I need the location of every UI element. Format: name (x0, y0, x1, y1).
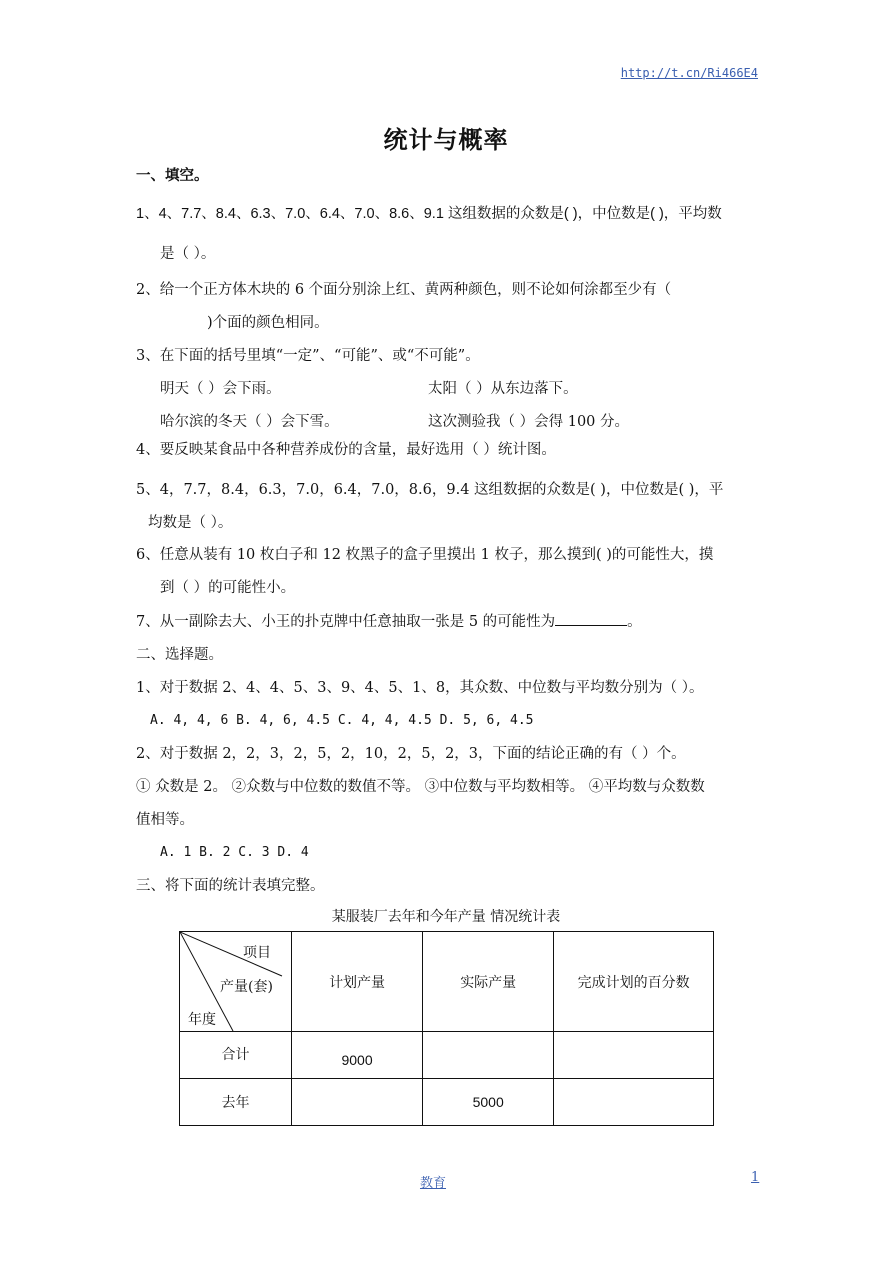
corner-diagonal (180, 932, 291, 1031)
s2-q1-options: A. 4, 4, 6 B. 4, 6, 4.5 C. 4, 4, 4.5 D. 5, 6, 4.5 (150, 713, 534, 728)
header-url-link[interactable]: http://t.cn/Ri466E4 (620, 66, 758, 80)
q5-line1: 5、4，7.7，8.4，6.3，7.0，6.4，7.0，8.6，9.4 这组数据的众数是( )，中位数是( )，平 (136, 482, 724, 498)
q2-line1: 2、给一个正方体木块的 6 个面分别涂上红、黄两种颜色，则不论如何涂都至少有（ (136, 282, 672, 298)
stats-table (179, 931, 714, 1126)
section3-heading: 三、将下面的统计表填完整。 (136, 878, 325, 894)
table-header-row (180, 932, 714, 1032)
corner-cell (180, 932, 292, 1032)
s2-q2-line2: ① 众数是 2。 ②众数与中位数的数值不等。 ③中位数与平均数相等。 ④平均数与众数数 (136, 779, 705, 795)
table-row (180, 1032, 714, 1079)
cell-total-actual (423, 1032, 554, 1079)
cell-lastyear-planned (292, 1079, 423, 1126)
corner-label-output: 产量(套) (220, 979, 273, 995)
table-row (180, 1079, 714, 1126)
q6-line1: 6、任意从装有 10 枚白子和 12 枚黑子的盒子里摸出 1 枚子，那么摸到( )的可能性大，摸 (136, 547, 714, 563)
page-title: 统计与概率 (383, 126, 509, 154)
section1-heading: 一、填空。 (136, 167, 209, 184)
header-actual: 实际产量 (423, 932, 554, 1032)
q7-text: 7、从一副除去大、小王的扑克牌中任意抽取一张是 5 的可能性为 (136, 614, 556, 630)
q1-line2: 是（ ）。 (160, 246, 216, 262)
corner-label-item: 项目 (243, 945, 271, 961)
q2-line2: )个面的颜色相同。 (207, 315, 329, 331)
cell-lastyear-actual: 5000 (423, 1079, 554, 1126)
q1-line1: 1、4、7.7、8.4、6.3、7.0、6.4、7.0、8.6、9.1 这组数据的众数是( )，中位数是( )，平均数 (136, 206, 722, 222)
q3-item-b: 太阳（ ）从东边落下。 (428, 381, 578, 397)
header-planned: 计划产量 (292, 932, 423, 1032)
cell-total-planned: 9000 (292, 1032, 423, 1079)
table-caption: 某服装厂去年和今年产量 情况统计表 (331, 909, 561, 925)
row-label-lastyear: 去年 (180, 1079, 292, 1126)
s2-q2-options: A. 1 B. 2 C. 3 D. 4 (160, 845, 309, 860)
q7-end: 。 (627, 614, 642, 630)
q6-line2: 到（ ）的可能性小。 (160, 580, 296, 596)
q5-line2: 均数是（ ）。 (148, 515, 233, 531)
q3-line1: 3、在下面的括号里填“一定”、“可能”、或“不可能”。 (136, 348, 480, 364)
q3-item-a: 明天（ ）会下雨。 (160, 381, 281, 397)
q7-line (136, 611, 642, 632)
cell-lastyear-percent (554, 1079, 714, 1126)
page-number: 1 (751, 1170, 760, 1185)
corner-label-year: 年度 (188, 1012, 216, 1028)
q3-item-d: 这次测验我（ ）会得 100 分。 (428, 414, 630, 430)
header-percent: 完成计划的百分数 (554, 932, 714, 1032)
row-label-total: 合计 (180, 1032, 292, 1079)
q3-item-c: 哈尔滨的冬天（ ）会下雪。 (160, 414, 339, 430)
s2-q1-line1: 1、对于数据 2、4、4、5、3、9、4、5、1、8，其众数、中位数与平均数分别为（ ）。 (136, 680, 704, 696)
q4-line1: 4、要反映某食品中各种营养成份的含量，最好选用（ ）统计图。 (136, 442, 556, 458)
footer-link[interactable]: 教育 (419, 1176, 446, 1191)
section2-heading: 二、选择题。 (136, 647, 223, 663)
q7-blank (555, 611, 627, 626)
s2-q2-line3: 值相等。 (136, 812, 194, 828)
cell-total-percent (554, 1032, 714, 1079)
s2-q2-line1: 2、对于数据 2，2，3，2，5，2，10，2，5，2，3，下面的结论正确的有（ ）个。 (136, 746, 686, 762)
